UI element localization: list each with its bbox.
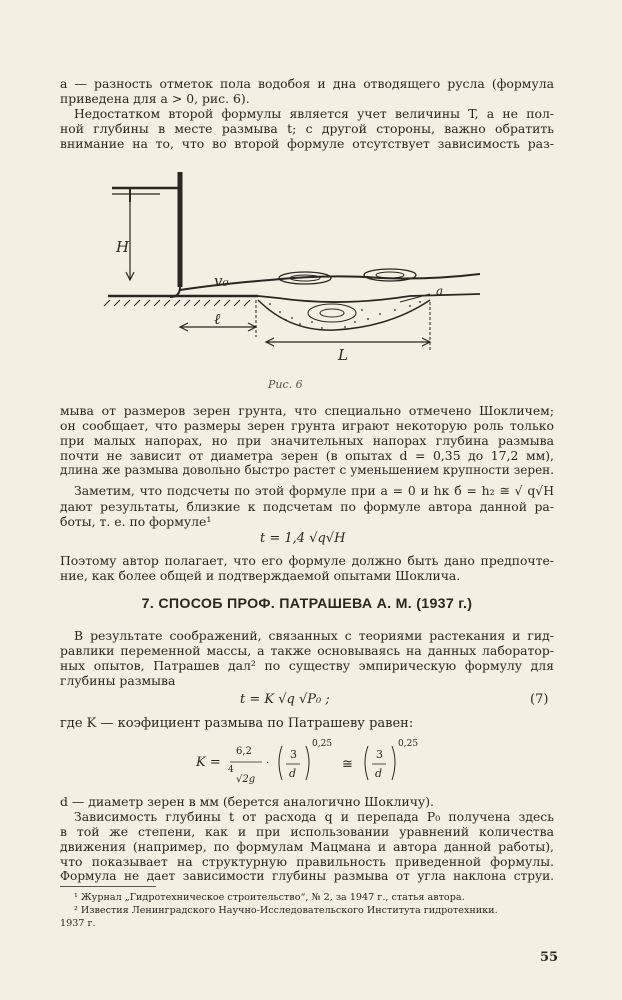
text-line: длина же размыва довольно быстро растет с уменьшением крупности зерен.	[60, 463, 554, 477]
text-line: где K — коэфициент размыва по Патрашеву равен:	[60, 716, 414, 731]
text-line: В результате соображений, связанных с теориями растекания и гид-	[74, 628, 554, 643]
figure-caption: Рис. 6	[268, 378, 303, 391]
label-a: a	[436, 284, 444, 298]
footnote-2: ² Известия Ленинградского Научно-Исследовательского Института гидротехники.	[74, 905, 498, 916]
text-line: он сообщает, что размеры зерен грунта играют некоторую роль только	[60, 418, 554, 433]
formula-k-fa-num: 3	[290, 748, 297, 761]
text-line: мыва от размеров зерен грунта, что специально отмечено Шокличем;	[60, 403, 554, 418]
formula-k-fb-den: d	[375, 767, 383, 780]
text-line: Поэтому автор полагает, что его формуле должно быть дано предпочте-	[60, 553, 554, 568]
footnote-2-cont: 1937 г.	[60, 918, 96, 929]
text-line: боты, т. е. по формуле¹	[60, 514, 212, 529]
formula-k-exp-b: 0,25	[398, 739, 419, 749]
text-line: a — разность отметок пола водобоя и дна отводящего русла (формула	[60, 76, 554, 91]
figure-6-diagram	[100, 162, 500, 377]
text-line: приведена для a > 0, рис. 6).	[60, 91, 250, 106]
text-line: внимание на то, что во второй формуле отсутствует зависимость раз-	[60, 136, 554, 151]
formula-7: t = K √q √P₀ ;	[240, 692, 330, 707]
text-line: Формула не дает зависимости глубины размыва от угла наклона струи.	[60, 869, 554, 883]
text-line: глубины размыва	[60, 673, 176, 688]
formula-k-lhs: K =	[196, 755, 221, 770]
text-line: равлики переменной массы, а также основываясь на данных лаборатор-	[60, 643, 554, 658]
footnote-rule	[60, 886, 156, 887]
formula-7-number: (7)	[530, 692, 549, 707]
footnote-1: ¹ Журнал „Гидротехническое строительство“, № 2, за 1947 г., статья автора.	[74, 892, 465, 903]
text-line: d — диаметр зерен в мм (берется аналогично Шокличу).	[60, 794, 434, 809]
text-line: Зависимость глубины t от расхода q и перепада P₀ получена здесь	[74, 809, 554, 824]
formula-k-num: 6,2	[236, 746, 252, 757]
label-v0: v₀	[214, 272, 229, 290]
section-heading: 7. СПОСОБ ПРОФ. ПАТРАШЕВА А. М. (1937 г.)	[141, 596, 473, 612]
formula-k-den: √2g	[236, 774, 256, 785]
svg-text:·: ·	[266, 758, 270, 769]
text-line: дают результаты, близкие к подсчетам по формуле автора данной ра-	[60, 499, 554, 514]
page-number: 55	[540, 950, 559, 965]
text-line: в той же степени, как и при использовании уравнений количества	[60, 824, 554, 839]
text-line: почти не зависит от диаметра зерен (в опытах d = 0,35 до 17,2 мм),	[60, 448, 554, 463]
formula-t-14: t = 1,4 √q√H	[260, 531, 346, 546]
formula-k-fa-den: d	[289, 767, 297, 780]
text-line: движения (например, по формулам Мацмана и автора данной работы),	[60, 839, 554, 854]
label-H: H	[116, 238, 130, 256]
text-line: Недостатком второй формулы является учет величины T, а не пол-	[74, 106, 554, 121]
label-l: ℓ	[214, 310, 221, 328]
formula-k	[196, 734, 466, 792]
text-line: ной глубины в месте размыва t; с другой стороны, важно обратить	[60, 121, 554, 136]
label-L: L	[338, 346, 348, 364]
formula-k-den-top: 4	[228, 765, 234, 775]
text-line: что показывает на структурную правильность приведенной формулы.	[60, 854, 554, 869]
formula-k-exp-a: 0,25	[312, 739, 333, 749]
formula-k-fb-num: 3	[376, 748, 383, 761]
formula-k-approx: ≅	[342, 757, 353, 772]
text-line: ных опытов, Патрашев дал² по существу эмпирическую формулу для	[60, 658, 554, 673]
text-line: Заметим, что подсчеты по этой формуле при a = 0 и hк б = h₂ ≅ √ q√H	[74, 483, 554, 498]
text-line: при малых напорах, но при значительных напорах глубина размыва	[60, 433, 554, 448]
text-line: ние, как более общей и подтверждаемой опытами Шоклича.	[60, 568, 461, 583]
